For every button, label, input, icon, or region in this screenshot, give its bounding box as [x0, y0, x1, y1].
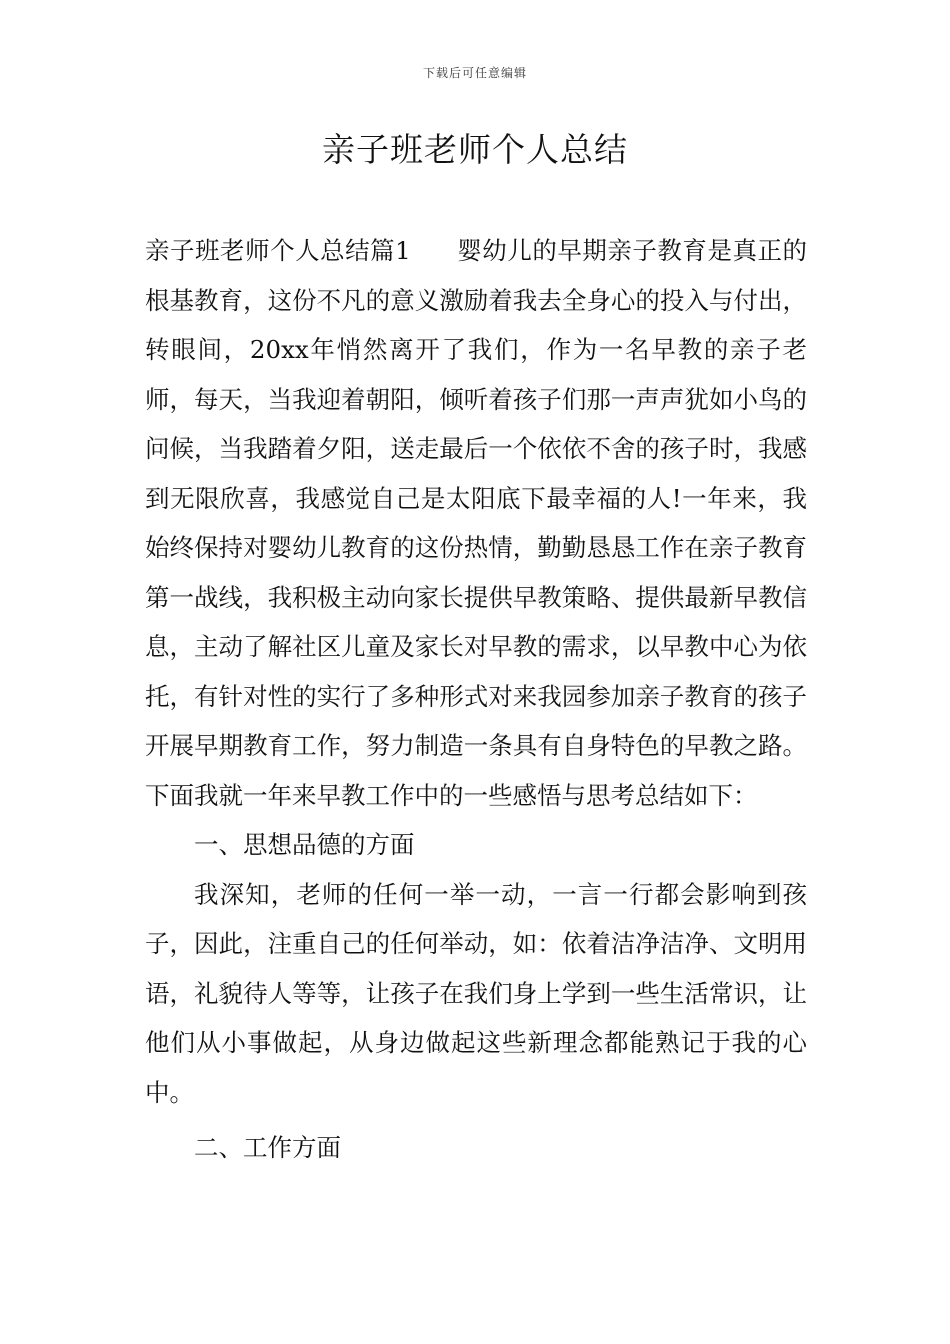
- intro-body: 婴幼儿的早期亲子教育是真正的根基教育，这份不凡的意义激励着我去全身心的投入与付出，转眼间，20xx年悄然离开了我们，作为一名早教的亲子老师，每天，当我迎着朝阳，倾听着孩子们那一声声犹如小鸟的问候，当我踏着夕阳，送走最后一个依依不舍的孩子时，我感到无限欣喜，我感觉自己是太阳底下最幸福的人!一年来，我始终保持对婴幼儿教育的这份热情，勤勤恳恳工作在亲子教育第一战线，我积极主动向家长提供早教策略、提供最新早教信息，主动了解社区儿童及家长对早教的需求，以早教中心为依托，有针对性的实行了多种形式对来我园参加亲子教育的孩子开展早期教育工作，努力制造一条具有自身特色的早教之路。下面我就一年来早教工作中的一些感悟与思考总结如下：: [145, 236, 808, 810]
- document-body: [145, 226, 807, 1173]
- section1-heading: 一、思想品德的方面: [194, 830, 415, 859]
- section2-heading: 二、工作方面: [194, 1133, 341, 1162]
- section1-body: 我深知，老师的任何一举一动，一言一行都会影响到孩子，因此，注重自己的任何举动，如：依着洁净洁净、文明用语，礼貌待人等等，让孩子在我们身上学到一些生活常识，让他们从小事做起，从身边做起这些新理念都能熟记于我的心中。: [145, 879, 807, 1107]
- document-title: 亲子班老师个人总结: [322, 130, 628, 169]
- intro-paragraph: [145, 226, 807, 820]
- header-note: 下载后可任意编辑: [422, 66, 527, 80]
- intro-heading: 亲子班老师个人总结篇1: [145, 236, 411, 265]
